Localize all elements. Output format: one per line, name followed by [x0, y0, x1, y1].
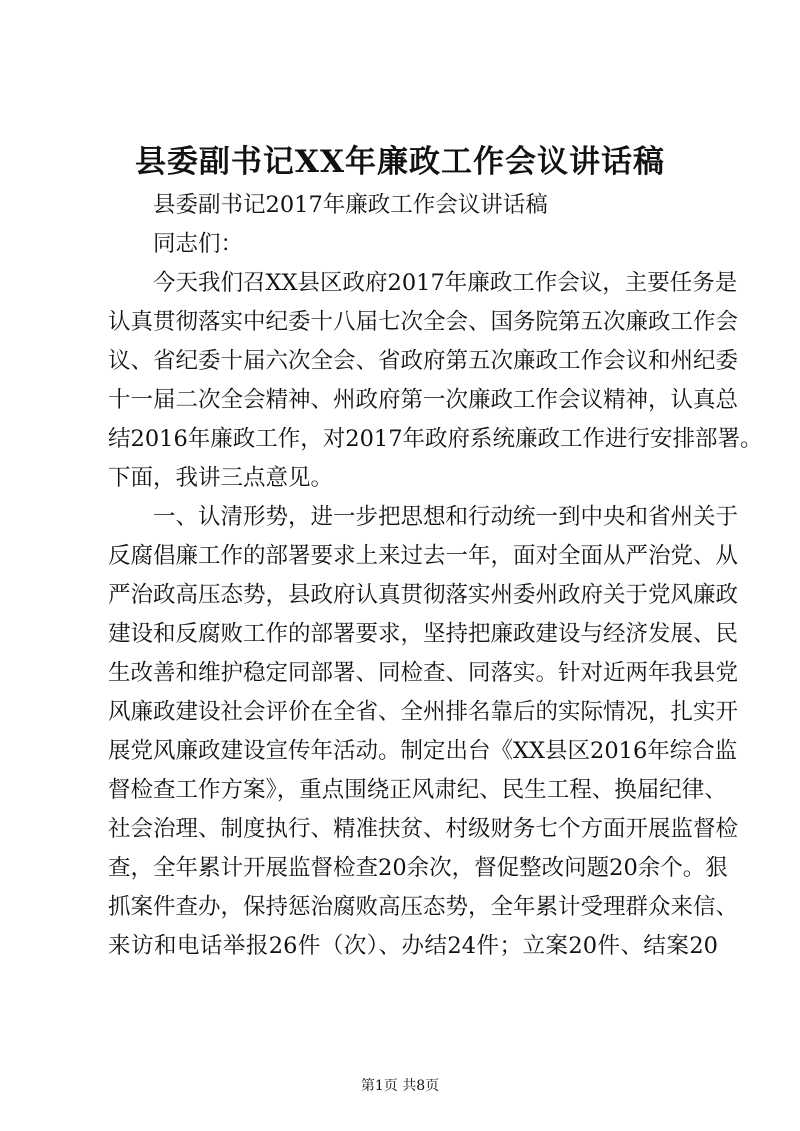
- paragraph-line: 结2016年廉政工作，对2017年政府系统廉政工作进行安排部署。: [108, 426, 763, 452]
- paragraph-line: 今天我们召XX县区政府2017年廉政工作会议，主要任务是: [153, 270, 738, 296]
- paragraph-line: 反腐倡廉工作的部署要求上来过去一年，面对全面从严治党、从: [108, 543, 739, 569]
- paragraph-line: 生改善和维护稳定同部署、同检查、同落实。针对近两年我县党: [108, 660, 739, 686]
- paragraph-line: 十一届二次全会精神、州政府第一次廉政工作会议精神，认真总: [108, 387, 739, 413]
- paragraph-line: 抓案件查办，保持惩治腐败高压态势，全年累计受理群众来信、: [108, 894, 739, 920]
- document-body: [108, 186, 763, 966]
- paragraph-line: 展党风廉政建设宣传年活动。制定出台《XX县区2016年综合监: [108, 738, 738, 764]
- paragraph-line: 建设和反腐败工作的部署要求，坚持把廉政建设与经济发展、民: [108, 621, 739, 647]
- paragraph-line: 议、省纪委十届六次全会、省政府第五次廉政工作会议和州纪委: [108, 348, 739, 374]
- paragraph-line: 认真贯彻落实中纪委十八届七次全会、国务院第五次廉政工作会: [108, 309, 739, 335]
- page-number: 第1页 共8页: [360, 1078, 440, 1094]
- subtitle-line: 县委副书记2017年廉政工作会议讲话稿: [153, 192, 548, 218]
- paragraph-line: 来访和电话举报26件（次）、办结24件；立案20件、结案20: [108, 933, 718, 959]
- paragraph-line: 风廉政建设社会评价在全省、全州排名靠后的实际情况，扎实开: [108, 699, 739, 725]
- paragraph-line: 一、认清形势，进一步把思想和行动统一到中央和省州关于: [153, 504, 739, 530]
- document-title: 县委副书记XX年廉政工作会议讲话稿: [134, 144, 666, 180]
- paragraph-line: 社会治理、制度执行、精准扶贫、村级财务七个方面开展监督检: [108, 816, 739, 842]
- salutation-line: 同志们：: [153, 231, 244, 257]
- paragraph-line: 严治政高压态势，县政府认真贯彻落实州委州政府关于党风廉政: [108, 582, 739, 608]
- paragraph-line: 查，全年累计开展监督检查20余次，督促整改问题20余个。狠: [108, 855, 728, 881]
- paragraph-line: 下面，我讲三点意见。: [108, 465, 334, 491]
- paragraph-line: 督检查工作方案》，重点围绕正风肃纪、民生工程、换届纪律、: [108, 777, 727, 803]
